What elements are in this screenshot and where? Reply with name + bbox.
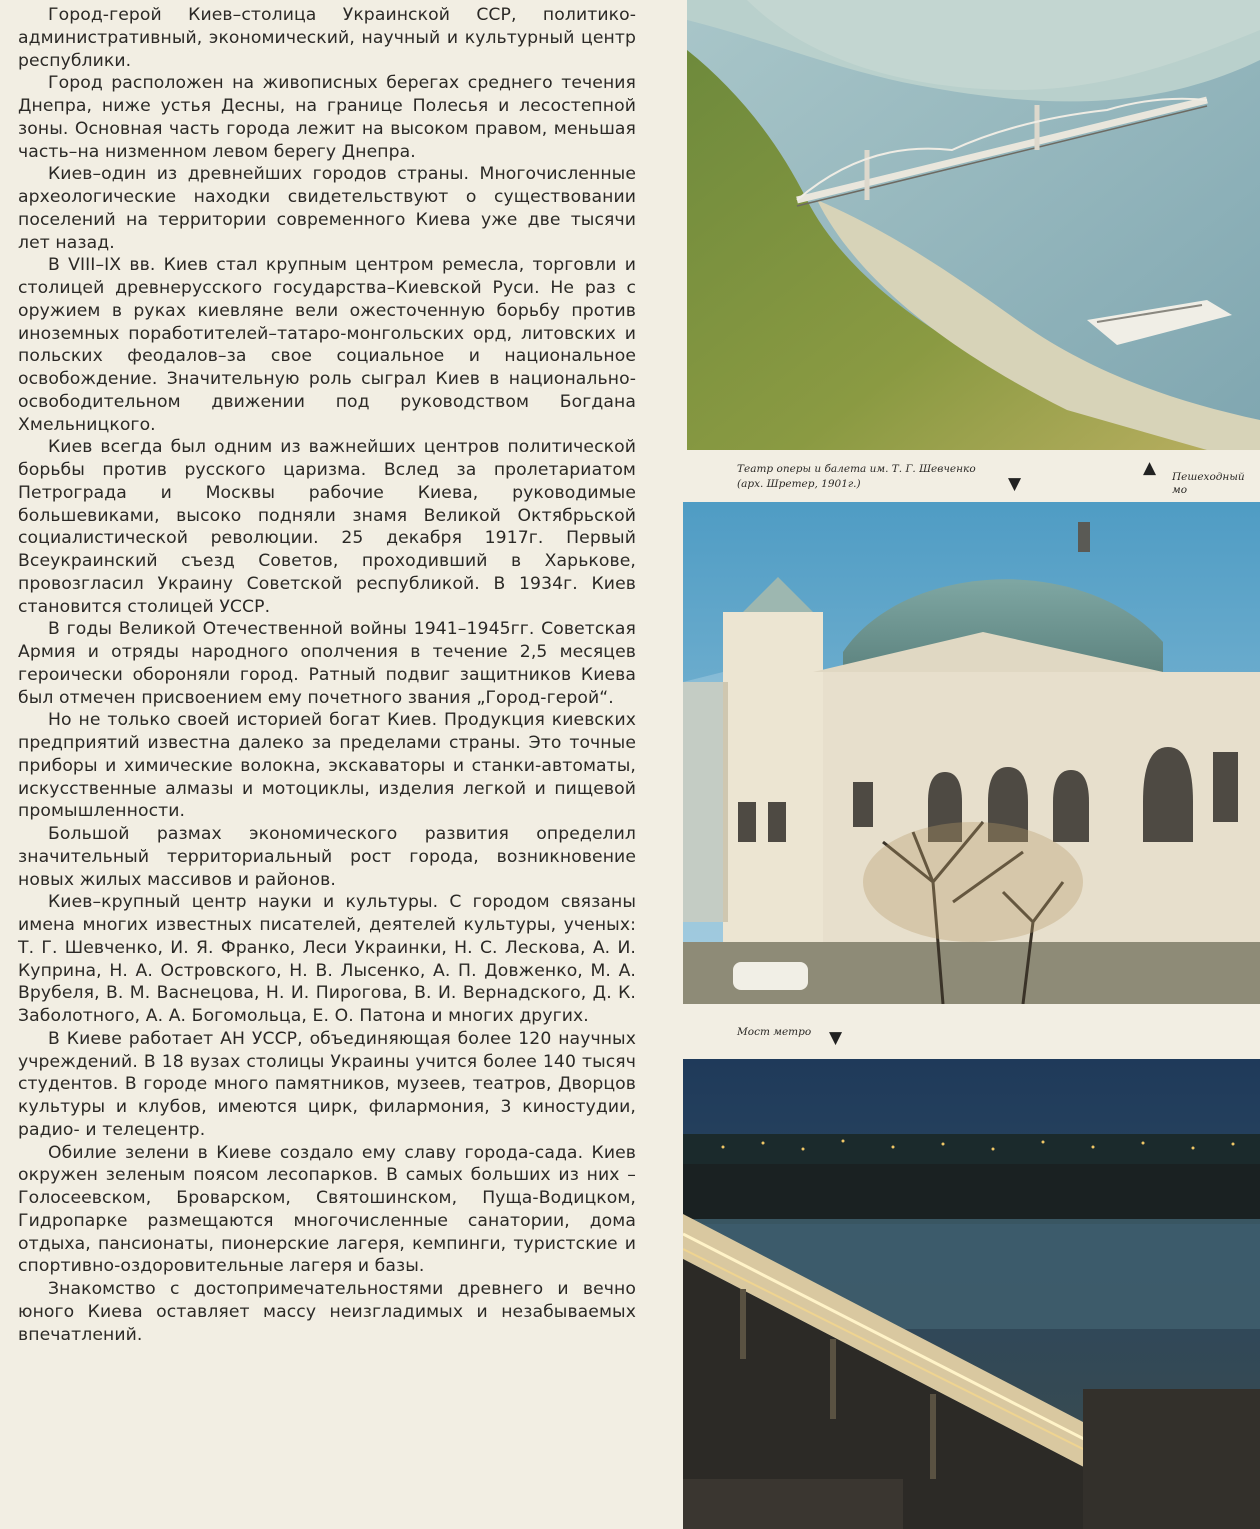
opera-caption-line1: Театр оперы и балета им. Т. Г. Шевченко bbox=[737, 463, 976, 475]
arrow-down-icon: ▼ bbox=[1008, 474, 1022, 494]
paragraph: Большой размах экономического развития определил значительный территориальный рост города, возникновение новых жилых массивов и районов. bbox=[18, 824, 636, 890]
arrow-down-icon: ▼ bbox=[829, 1028, 843, 1048]
paragraph: Киев всегда был одним из важнейших центров политической борьбы против русского царизма. Вслед за пролетариатом Петрограда и Москвы рабочие Киева, руководимые большевиками, высоко подняли знамя Великой Октябрьской социалистической революции. 25 декабря 1917г. Первый Всеукраинский съезд Советов, проходивший в Харькове, провозгласил Украину Советской республикой. В 1934г. Киев становится столицей УССР. bbox=[18, 437, 636, 617]
metro-bridge-photo bbox=[683, 1059, 1260, 1529]
paragraph: Город расположен на живописных берегах среднего течения Днепра, ниже устья Десны, на границе Полесья и лесостепной зоны. Основная часть города лежит на высоком правом, меньшая часть–на низменном левом берегу Днепра. bbox=[18, 73, 636, 162]
paragraph: В VIII–IX вв. Киев стал крупным центром ремесла, торговли и столицей древнерусского государства–Киевской Руси. Не раз с оружием в руках киевляне вели ожесточенную борьбу против иноземных поработителей–татаро-монгольских орд, литовских и польских феодалов–за свое социальное и национальное освобождение. Значительную роль сыграл Киев в национально-освободительном движении под руководством Богдана Хмельницкого. bbox=[18, 255, 636, 435]
paragraph: Знакомство с достопримечательностями древнего и вечно юного Киева оставляет массу неизгладимых и незабываемых впечатлений. bbox=[18, 1279, 636, 1345]
paragraph: В Киеве работает АН УССР, объединяющая более 120 научных учреждений. В 18 вузах столицы Украины учится более 140 тысяч студентов. В городе много памятников, музеев, театров, Дворцов культуры и клубов, имеются цирк, филармония, 3 киностудии, радио- и телецентр. bbox=[18, 1028, 636, 1140]
pedestrian-bridge-caption: Пешеходный мо bbox=[1172, 471, 1245, 496]
paragraph: Киев–один из древнейших городов страны. Многочисленные археологические находки свидетельствуют о существовании поселений на территории современного Киева уже две тысячи лет назад. bbox=[18, 164, 636, 253]
opera-theatre-photo bbox=[683, 502, 1260, 1004]
paragraph: Город-герой Киев–столица Украинской ССР, политико-административный, экономический, научный и культурный центр республики. bbox=[18, 5, 636, 71]
paragraph: Обилие зелени в Киеве создало ему славу города-сада. Киев окружен зеленым поясом лесопарков. В самых больших из них – Голосеевском, Броварском, Святошинском, Пуща-Водицком, Гидропарке размещаются многочисленные санатории, дома отдыха, пансионаты, пионерские лагеря, кемпинги, туристские и спортивно-оздоровительные лагеря и базы. bbox=[18, 1142, 636, 1277]
opera-caption-line2: (арх. Шретер, 1901г.) bbox=[737, 478, 861, 490]
article-text bbox=[18, 4, 636, 1346]
arrow-up-icon: ▲ bbox=[1143, 458, 1157, 478]
paragraph: Киев–крупный центр науки и культуры. С городом связаны имена многих известных писателей, деятелей культуры, ученых: Т. Г. Шевченко, И. Я. Франко, Леси Украинки, Н. С. Лескова, А. И. Куприна, Н. А. Островского, Н. В. Лысенко, А. П. Довженко, М. А. Врубеля, В. М. Васнецова, Н. И. Пирогова, В. И. Вернадского, Д. К. Заболотного, А. А. Богомольца, Е. О. Патона и многих других. bbox=[18, 892, 636, 1026]
paragraph: В годы Великой Отечественной войны 1941–1945гг. Советская Армия и отряды народного ополчения в течение 2,5 месяцев героически обороняли город. Ратный подвиг защитников Киева был отмечен присвоением ему почетного звания „Город-герой“. bbox=[18, 619, 636, 708]
pedestrian-bridge-photo bbox=[687, 0, 1260, 450]
metro-bridge-caption: Мост метро bbox=[737, 1026, 812, 1038]
paragraph: Но не только своей историей богат Киев. Продукция киевских предприятий известна далеко за пределами страны. Это точные приборы и химические волокна, экскаваторы и станки-автоматы, искусственные алмазы и мотоциклы, изделия легкой и пищевой промышленности. bbox=[18, 710, 636, 822]
